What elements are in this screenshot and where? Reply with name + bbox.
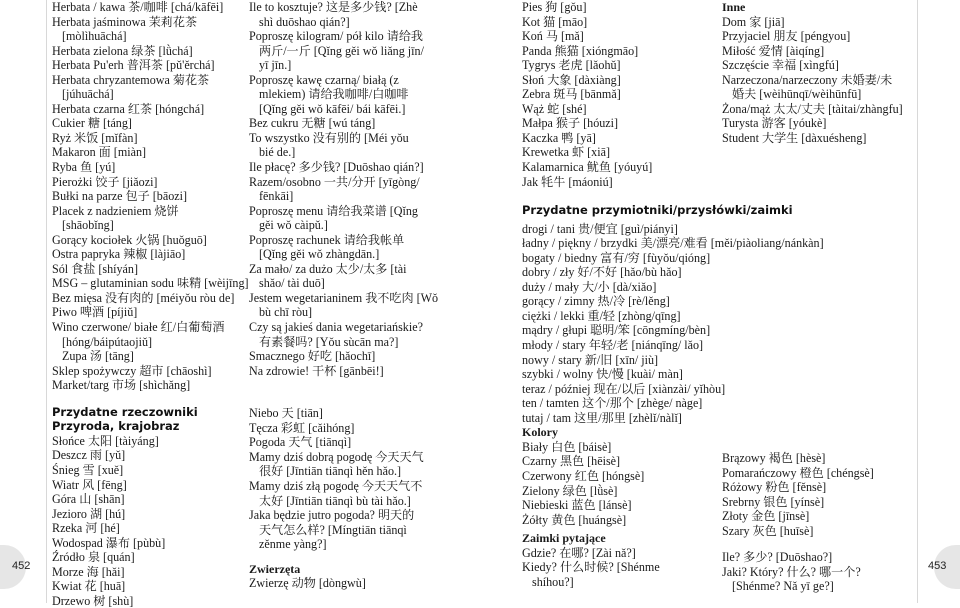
vocab-line: Herbata jaśminowa 茉莉花茶 (52, 14, 198, 29)
vocab-line: Market/targ 市场 [shìchǎng] (52, 378, 191, 393)
vocab-line: Wiatr 风 [fēng] (52, 477, 127, 492)
vocab-line: Słoń 大象 [dàxiàng] (522, 72, 621, 87)
vocab-line: Narzeczona/narzeczony 未婚妻/未 (722, 72, 893, 87)
vocab-line: Bez mięsa 没有肉的 [méiyǒu ròu de] (52, 290, 235, 305)
animals-list (522, 0, 722, 189)
vocab-line: Herbata / kawa 茶/咖啡 [chá/kāfēi] (52, 0, 224, 14)
vocab-line: ten / tamten 这个/那个 [zhège/ nàge] (522, 396, 703, 411)
vocab-line: Rzeka 河 [hé] (52, 521, 120, 536)
vocab-line: [Shénme? Nǎ yī ge?] (732, 579, 834, 594)
vocab-line: shì duōshao qián?] (259, 14, 350, 29)
vocab-line: Czerwony 红色 [hóngsè] (522, 468, 645, 483)
vocab-line: [hóng/báipútaojiǔ] (62, 334, 153, 349)
vocab-line: Ile to kosztuje? 这是多少钱? [Zhè (249, 0, 418, 14)
vocab-line: Krewetka 虾 [xiā] (522, 145, 610, 160)
left-margin-rule (46, 0, 47, 603)
vocab-line: zěnme yàng?] (259, 537, 327, 552)
vocab-line: Zebra 斑马 [bānmǎ] (522, 87, 621, 102)
vocab-line: 有素餐吗? [Yǒu sùcān ma?] (259, 334, 399, 349)
column-food-nouns (52, 0, 249, 608)
vocab-line: Żona/mąż 太太/丈夫 [tàitai/zhàngfu] (722, 101, 903, 116)
vocab-line: Pomarańczowy 橙色 [chéngsè] (722, 465, 874, 480)
vocab-line: Źródło 泉 [quán] (52, 550, 135, 565)
heading-colors: Kolory (522, 425, 558, 440)
vocab-line: Koń 马 [mǎ] (522, 29, 584, 44)
vocab-line: Dom 家 [jiā] (722, 14, 785, 29)
vocab-line: Drzewo 树 [shù] (52, 593, 134, 608)
animals-start-list (249, 576, 449, 591)
vocab-line: mądry / głupi 聪明/笨 [cōngmíng/bèn] (522, 323, 711, 338)
vocab-line: 婚夫 [wèihūnqī/wèihūnfū] (732, 87, 862, 102)
vocab-line: Ile płacę? 多少钱? [Duōshao qián?] (249, 160, 424, 175)
vocab-line: Śnieg 雪 [xuě] (52, 462, 124, 477)
vocab-line: ładny / piękny / brzydki 美/漂亮/难看 [měi/piàoliang/nánkàn] (522, 236, 824, 251)
vocab-line: Zupa 汤 [tāng] (62, 349, 134, 364)
weather-vocab-list (249, 406, 449, 551)
vocab-line: Szczęście 幸福 [xìngfú] (722, 58, 839, 73)
vocab-line: Bułki na parze 包子 [bāozi] (52, 189, 187, 204)
vocab-line: fēnkāi] (259, 189, 294, 204)
vocab-line: Różowy 粉色 [fěnsè] (722, 480, 827, 495)
vocab-line: Bez cukru 无糖 [wú táng] (249, 116, 376, 131)
vocab-line: Słońce 太阳 [tàiyáng] (52, 433, 159, 448)
vocab-line: Czarny 黑色 [hēisè] (522, 454, 621, 469)
vocab-line: Złoty 金色 [jīnsè] (722, 509, 810, 524)
vocab-line: Gorący kociołek 火锅 [huǒguō] (52, 232, 207, 247)
vocab-line: bù chī ròu] (259, 305, 313, 320)
vocab-line: 很好 [Jīntiān tiānqì hěn hǎo.] (259, 464, 402, 479)
vocab-line: tutaj / tam 这里/那里 [zhèlǐ/nàlǐ] (522, 410, 682, 425)
vocab-line: Szary 灰色 [huīsè] (722, 523, 814, 538)
page-number-left: 452 (12, 560, 31, 572)
vocab-line: Gdzie? 在哪? [Zài nǎ?] (522, 545, 636, 560)
vocab-line: Herbata chryzantemowa 菊花茶 (52, 72, 210, 87)
vocab-line: MSG – glutaminian sodu 味精 [wèijīng] (52, 276, 249, 291)
vocab-line: Kot 猫 [māo] (522, 14, 588, 29)
vocab-line: Deszcz 雨 [yǔ] (52, 448, 126, 463)
vocab-line: Żółty 黄色 [huángsè] (522, 512, 627, 527)
vocab-line: gěi wǒ càipǔ.] (259, 218, 328, 233)
vocab-line: Poproszę kilogram/ pół kilo 请给我 (249, 29, 424, 44)
vocab-line: Zielony 绿色 [lǜsè] (522, 483, 618, 498)
vocab-line: Ostra papryka 辣椒 [làjiāo] (52, 247, 186, 262)
column-phrases (249, 0, 449, 591)
vocab-line: Za mało/ za dużo 太少/太多 [tài (249, 261, 407, 276)
vocab-line: Biały 白色 [báisè] (522, 439, 612, 454)
vocab-line: Niebieski 蓝色 [lánsè] (522, 498, 632, 513)
questions-list-left (522, 546, 722, 590)
vocab-line: bogaty / biedny 富有/穷 [fùyǒu/qióng] (522, 250, 711, 265)
vocab-line: Sól 食盐 [shíyán] (52, 261, 138, 276)
vocab-line: Smacznego 好吃 [hǎochī] (249, 349, 376, 364)
vocab-line: Jak 牦牛 [máoniú] (522, 174, 613, 189)
vocab-line: 天气怎么样? [Míngtiān tiānqì (259, 522, 407, 537)
vocab-line: Srebrny 银色 [yínsè] (722, 494, 825, 509)
vocab-line: Poproszę menu 请给我菜谱 [Qǐng (249, 203, 418, 218)
vocab-line: Herbata Pu'erh 普洱茶 [pǔ'ěrchá] (52, 58, 215, 73)
vocab-line: Razem/osobno 一共/分开 [yīgòng/ (249, 174, 420, 189)
vocab-line: teraz / później 现在/以后 [xiànzài/ yǐhòu] (522, 381, 726, 396)
vocab-line: mlekiem) 请给我咖啡/白咖啡 (259, 87, 409, 102)
vocab-line: Wąż 蛇 [shé] (522, 101, 587, 116)
vocab-line: Niebo 天 [tiān] (249, 406, 323, 421)
vocab-line: [Qǐng gěi wǒ kāfēi/ bái kāfēi.] (259, 101, 406, 116)
vocab-line: Kalamarnica 鱿鱼 [yóuyú] (522, 160, 653, 175)
vocab-line: Cukier 糖 [táng] (52, 116, 132, 131)
vocab-line: Tęcza 彩虹 [cǎihóng] (249, 420, 355, 435)
vocab-line: Pogoda 天气 [tiānqì] (249, 435, 352, 450)
heading-animals: Zwierzęta (249, 561, 301, 576)
vocab-line: Ryż 米饭 [mǐfàn] (52, 130, 138, 145)
vocab-line: Mamy dziś złą pogodę 今天天气不 (249, 478, 423, 493)
vocab-line: Ryba 鱼 [yú] (52, 160, 116, 175)
heading-useful-nouns: Przydatne rzeczowniki (52, 404, 198, 419)
colors-list-right (722, 451, 922, 538)
vocab-line: [mòlìhuāchá] (62, 29, 127, 44)
vocab-line: Turysta 游客 [yóukè] (722, 116, 827, 131)
heading-other: Inne (722, 0, 746, 14)
vocab-line: Przyjaciel 朋友 [péngyou] (722, 29, 851, 44)
column-other (722, 0, 922, 145)
vocab-line: shíhou?] (532, 574, 574, 589)
food-vocab-list (52, 0, 249, 393)
vocab-line: Kiedy? 什么时候? [Shénme (522, 560, 660, 575)
vocab-line: Jaki? Który? 什么? 哪一个? (722, 564, 861, 579)
nature-vocab-list (52, 434, 242, 608)
vocab-line: Panda 熊猫 [xióngmāo] (522, 43, 639, 58)
vocab-line: Małpa 猴子 [hóuzi] (522, 116, 619, 131)
vocab-line: ciężki / lekki 重/轻 [zhòng/qīng] (522, 308, 681, 323)
vocab-line: nowy / stary 新/旧 [xīn/ jiù] (522, 352, 659, 367)
vocab-line: gorący / zimny 热/冷 [rè/lěng] (522, 294, 670, 309)
vocab-line: Wino czerwone/ białe 红/白葡萄酒 (52, 320, 225, 335)
vocab-line: drogi / tani 贵/便宜 [guì/piányi] (522, 221, 678, 236)
vocab-line: [shāobǐng] (62, 218, 114, 233)
vocab-line: [júhuāchá] (62, 87, 114, 102)
other-vocab-list (722, 15, 922, 146)
vocab-line: Ile? 多少? [Duōshao?] (722, 550, 833, 565)
vocab-line: Brązowy 褐色 [hèsè] (722, 451, 826, 465)
vocab-line: Poproszę kawę czarną/ białą (z (249, 72, 399, 87)
vocab-line: Herbata zielona 绿茶 [lǜchá] (52, 43, 193, 58)
vocab-line: Miłość 爱情 [àiqíng] (722, 43, 825, 58)
questions-list-right (722, 550, 922, 594)
column-colors-right (722, 451, 922, 594)
vocab-line: młody / stary 年轻/老 [niánqīng/ lǎo] (522, 338, 704, 353)
vocab-line: Zwierzę 动物 [dòngwù] (249, 576, 366, 591)
vocab-line: [Qǐng gěi wǒ zhàngdān.] (259, 247, 380, 262)
vocab-line: 两斤/一斤 [Qǐng gěi wǒ liǎng jīn/ (259, 43, 424, 58)
vocab-line: Jezioro 湖 [hú] (52, 506, 126, 521)
colors-list-left (522, 440, 722, 527)
vocab-line: shǎo/ tài duō] (259, 276, 325, 291)
vocab-line: yī jīn.] (259, 58, 292, 73)
vocab-line: Jestem wegetarianinem 我不吃肉 [Wǒ (249, 290, 439, 305)
vocab-line: dobry / zły 好/不好 [hǎo/bù hǎo] (522, 265, 682, 280)
vocab-line: Makaron 面 [miàn] (52, 145, 147, 160)
phrases-list (249, 0, 449, 378)
vocab-line: Student 大学生 [dàxuésheng] (722, 130, 867, 145)
vocab-line: bié de.] (259, 145, 296, 160)
vocab-line: Góra 山 [shān] (52, 492, 125, 507)
heading-nature: Przyroda, krajobraz (52, 419, 180, 434)
vocab-line: Tygrys 老虎 [lǎohǔ] (522, 58, 621, 73)
heading-questions: Zaimki pytające (522, 531, 606, 546)
vocab-line: Herbata czarna 红茶 [hóngchá] (52, 101, 205, 116)
heading-adjectives: Przydatne przymiotniki/przysłówki/zaimki (522, 203, 793, 218)
vocab-line: Jaka będzie jutro pogoda? 明天的 (249, 508, 415, 523)
vocab-line: Mamy dziś dobrą pogodę 今天天气 (249, 449, 424, 464)
vocab-line: Czy są jakieś dania wegetariańskie? (249, 320, 423, 335)
vocab-line: Kaczka 鸭 [yā] (522, 130, 596, 145)
page-number-right: 453 (928, 560, 947, 572)
adjectives-list (522, 221, 824, 426)
vocab-line: Placek z nadzieniem 烧饼 (52, 203, 179, 218)
vocab-line: duży / mały 大/小 [dà/xiǎo] (522, 279, 657, 294)
vocab-line: Morze 海 [hǎi] (52, 564, 125, 579)
vocab-line: Wodospad 瀑布 [pùbù] (52, 535, 166, 550)
vocab-line: Piwo 啤酒 [píjiǔ] (52, 305, 138, 320)
vocab-line: Poproszę rachunek 请给我帐单 (249, 232, 405, 247)
vocab-line: Na zdrowie! 干杯 [gānbēi!] (249, 363, 384, 378)
vocab-line: Kwiat 花 [huā] (52, 579, 126, 594)
vocab-line: 太好 [Jīntiān tiānqì bù tài hǎo.] (259, 493, 411, 508)
vocab-line: Pies 狗 [gǒu] (522, 0, 587, 14)
vocab-line: Pierożki 饺子 [jiǎozi] (52, 174, 158, 189)
vocab-line: szybki / wolny 快/慢 [kuài/ màn] (522, 367, 683, 382)
vocab-line: To wszystko 没有别的 [Méi yǒu (249, 130, 409, 145)
vocab-line: Sklep spożywczy 超市 [chāoshì] (52, 363, 212, 378)
